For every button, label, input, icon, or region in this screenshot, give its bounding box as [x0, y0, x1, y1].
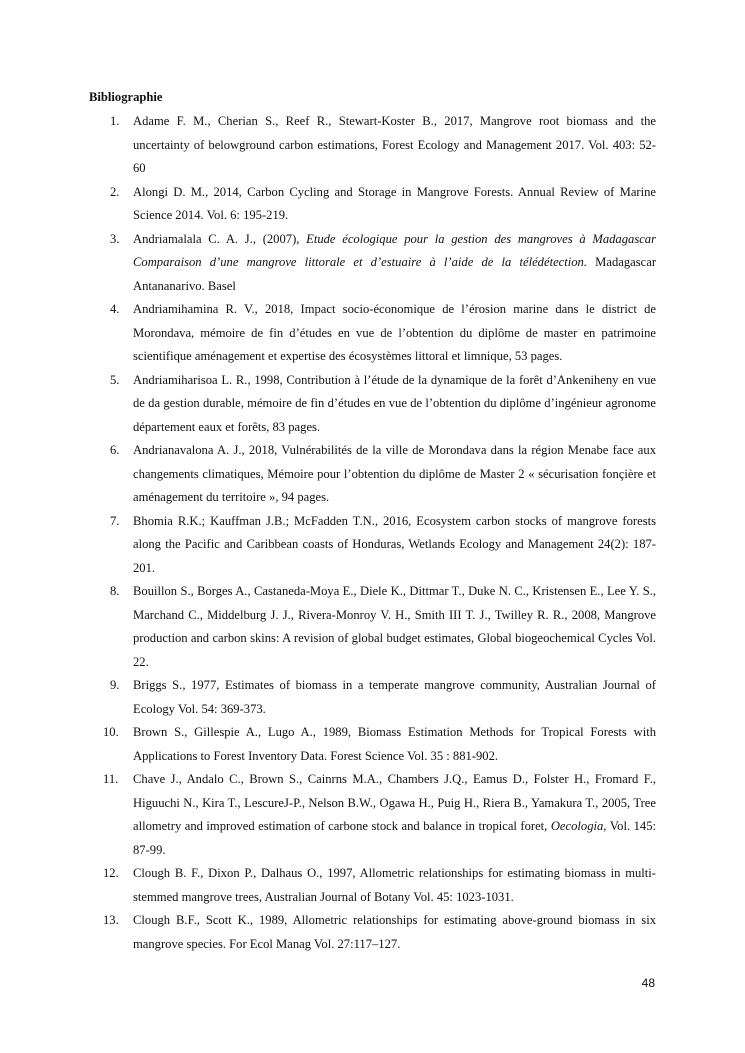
entry-number: 13.: [103, 913, 119, 927]
entry-text-segment: Clough B.F., Scott K., 1989, Allometric relationships for estimating above-ground biomass in six mangrove species. For Ecol Manag Vol. 27:117–127.: [133, 913, 656, 951]
bibliography-entry: [89, 768, 656, 862]
entry-text-segment: Clough B. F., Dixon P., Dalhaus O., 1997, Allometric relationships for estimating biomass in multi-stemmed mangrove trees, Australian Journal of Botany Vol. 45: 1023-1031.: [133, 866, 656, 904]
bibliography-entry: [89, 721, 656, 768]
entry-number: 6.: [110, 443, 120, 457]
entry-text-segment: Chave J., Andalo C., Brown S., Cainrns M.A., Chambers J.Q., Eamus D., Folster H., Fromard F., Higuuchi N., Kira T., LescureJ-P., Nelson B.W., Ogawa H., Puig H., Riera B., Yamakura T., 2005, Tree allometry and improved estimation of carbone stock and balance in tropical foret,: [133, 772, 656, 833]
entry-number: 4.: [110, 302, 120, 316]
entry-number: 3.: [110, 231, 120, 246]
entry-text-segment: Madagascar Antananarivo. Basel: [133, 255, 657, 293]
bibliography-entry: [89, 298, 656, 369]
bibliography-entry: [89, 674, 656, 721]
bibliography-list: [89, 110, 656, 956]
entry-text-segment: Andriamihamina R. V., 2018, Impact socio-économique de l’érosion marine dans le district de Morondava, mémoire de fin d’études en vue de l’obtention du diplôme de master en patrimoine scientifique aménagement et expertise des écosystèmes littoral et limnique, 53 pages.: [133, 302, 656, 363]
entry-number: 2.: [110, 184, 120, 199]
entry-text-segment: Vol. 145: 87-99.: [133, 819, 656, 857]
entry-number: 10.: [103, 725, 119, 739]
entry-text-segment: Adame F. M., Cherian S., Reef R., Stewart-Koster B., 2017, Mangrove root biomass and the uncertainty of belowground carbon estimations, Forest Ecology and Management 2017. Vol. 403: 52-60: [133, 114, 656, 175]
entry-text: [133, 443, 656, 504]
page-number: 48: [641, 976, 655, 990]
entry-text-segment: Andriamiharisoa L. R., 1998, Contribution à l’étude de la dynamique de la forêt d’Ankeniheny en vue de da gestion durable, mémoire de fin d’études en vue de l’obtention du diplôme d’ingénieur agronome département eaux et forêts, 83 pages.: [133, 372, 656, 434]
bibliography-entry: [89, 228, 656, 299]
entry-text: [133, 114, 656, 175]
bibliography-entry: [89, 909, 656, 956]
entry-number: 7.: [110, 513, 120, 528]
entry-text: [133, 302, 656, 363]
bibliography-entry: [89, 369, 656, 440]
bibliography-entry: [89, 862, 656, 909]
bibliography-entry: [89, 510, 656, 581]
entry-text: [133, 866, 656, 904]
entry-text: [133, 584, 656, 669]
entry-number: 11.: [103, 772, 119, 786]
entry-text: [133, 232, 656, 293]
entry-number: 9.: [110, 678, 120, 692]
entry-text-segment: Alongi D. M., 2014, Carbon Cycling and Storage in Mangrove Forests. Annual Review of Marine Science 2014. Vol. 6: 195-219.: [133, 184, 656, 222]
entry-text: [133, 772, 656, 857]
entry-text-segment: Andrianavalona A. J., 2018, Vulnérabilités de la ville de Morondava dans la région Menabe face aux changements climatiques, Mémoire pour l’obtention du diplôme de Master 2 « sécurisation fonçière et aménagement du territoire », 94 pages.: [133, 443, 656, 504]
entry-text-segment: Brown S., Gillespie A., Lugo A., 1989, Biomass Estimation Methods for Tropical Forests with Applications to Forest Inventory Data. Forest Science Vol. 35 : 881-902.: [133, 725, 656, 763]
entry-text-segment: Bhomia R.K.; Kauffman J.B.; McFadden T.N., 2016, Ecosystem carbon stocks of mangrove forests along the Pacific and Caribbean coasts of Honduras, Wetlands Ecology and Management 24(2): 187-201.: [133, 513, 656, 575]
bibliography-heading: Bibliographie: [89, 90, 163, 104]
bibliography-entry: [89, 181, 656, 228]
entry-text: [133, 373, 656, 434]
entry-text: [133, 678, 656, 716]
bibliography-entry: [89, 439, 656, 510]
entry-number: 8.: [110, 584, 120, 598]
entry-text-segment: Bouillon S., Borges A., Castaneda-Moya E., Diele K., Dittmar T., Duke N. C., Kristensen E., Lee Y. S., Marchand C., Middelburg J. J., Rivera-Monroy V. H., Smith III T. J., Twilley R. R., 2008, Mangrove production and carbon skins: A revision of global budget estimates, Global biogeochemical Cycles Vol. 22.: [133, 584, 656, 669]
entry-number: 5.: [110, 372, 120, 387]
entry-text-segment: Andriamalala C. A. J., (2007),: [133, 231, 307, 246]
entry-title-italic: Etude écologique pour la gestion des mangroves à Madagascar Comparaison d’une mangrove littorale et d’estuaire à l’aide de la télédétection.: [133, 231, 657, 269]
entry-text-segment: Briggs S., 1977, Estimates of biomass in a temperate mangrove community, Australian Journal of Ecology Vol. 54: 369-373.: [133, 678, 656, 716]
entry-number: 1.: [110, 114, 120, 128]
entry-text: [133, 185, 656, 223]
entry-title-italic: Oecologia,: [550, 819, 607, 833]
bibliography-entry: [89, 580, 656, 674]
entry-text: [133, 913, 656, 951]
entry-text: [133, 514, 656, 575]
bibliography-entry: [89, 110, 656, 181]
entry-text: [133, 725, 656, 763]
entry-number: 12.: [103, 866, 119, 880]
